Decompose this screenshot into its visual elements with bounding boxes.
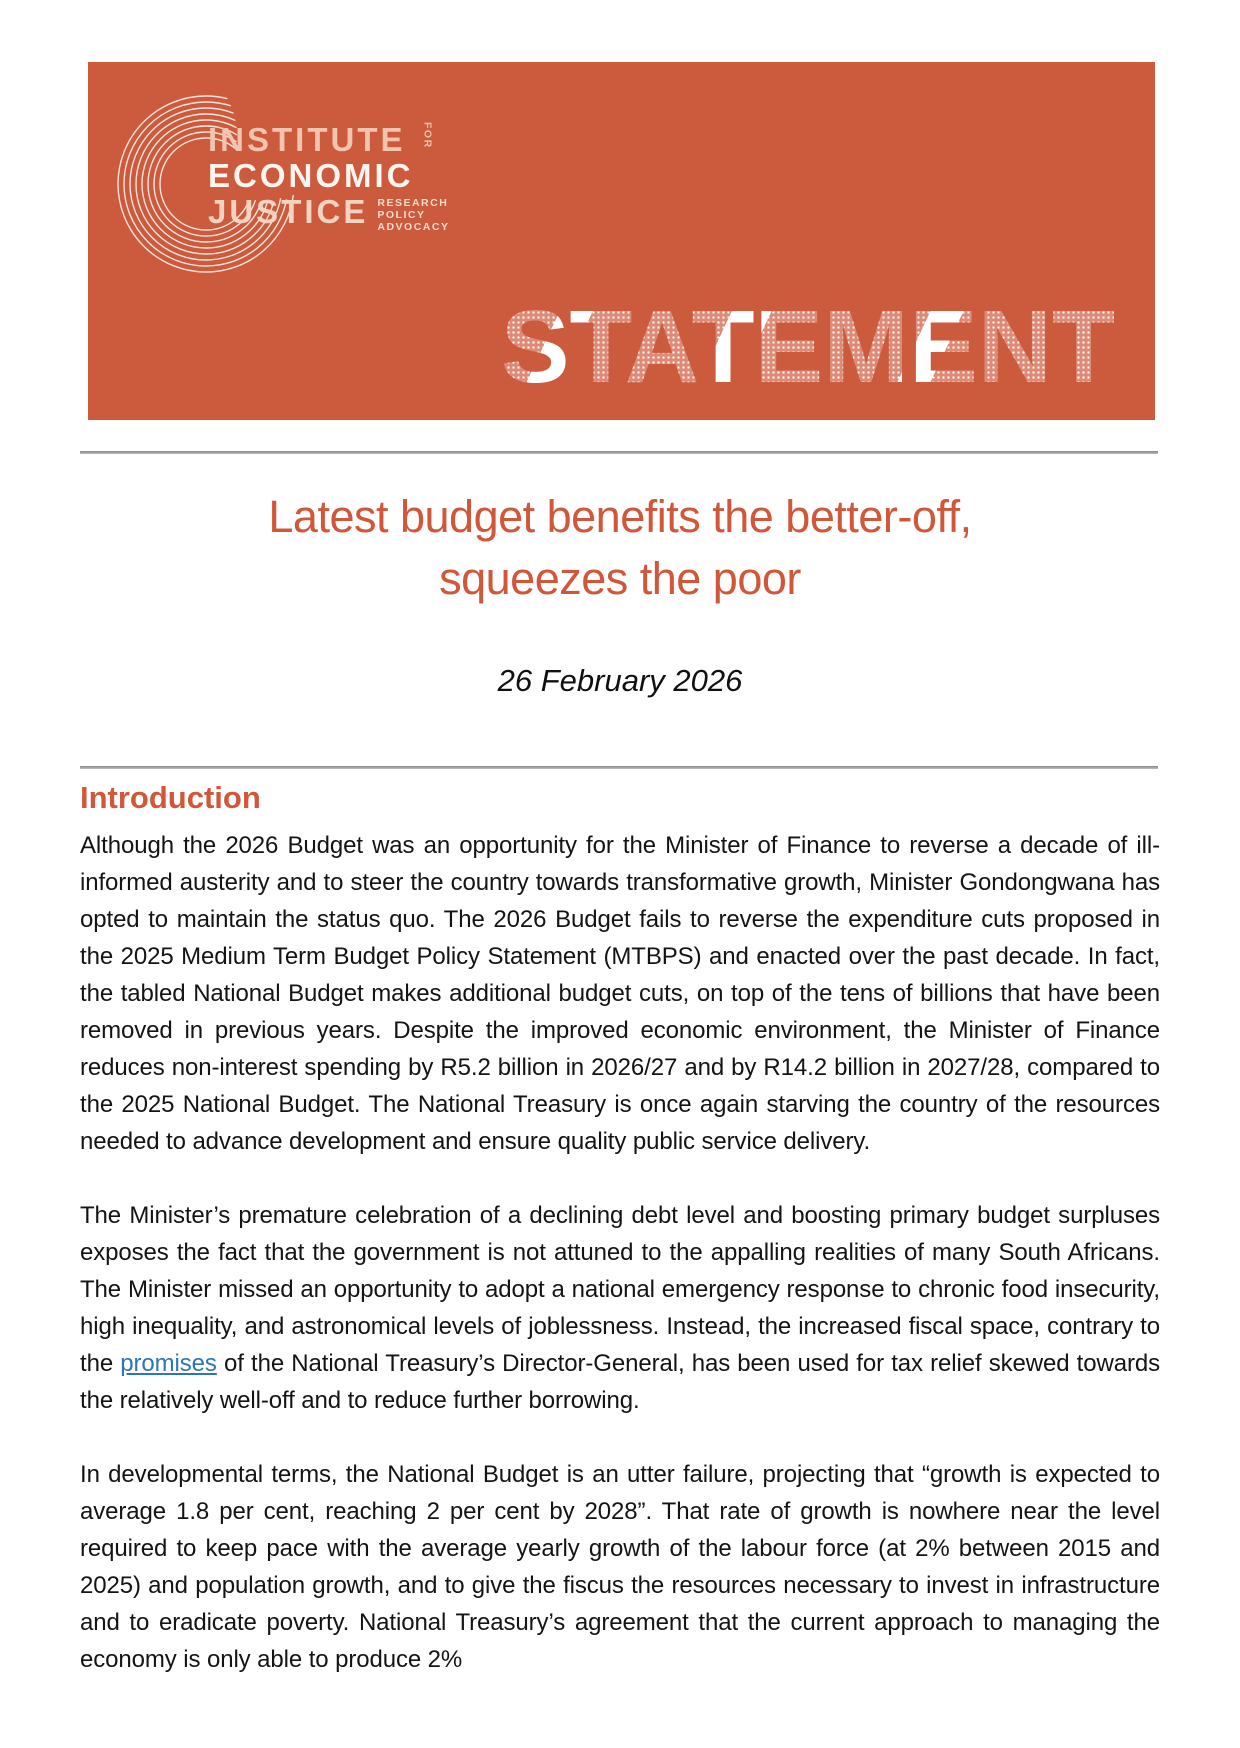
document-title-line2: squeezes the poor [439,553,801,604]
document-title [80,486,1160,610]
intro-paragraph-2-before-link: The Minister’s premature celebration of a declining debt level and boosting primary budget surpluses exposes the fact that the government is not attuned to the appalling realities of many South Africans. The Minister missed an opportunity to adopt a national emergency response to chronic food insecurity, high inequality, and astronomical levels of joblessness. Instead, the increased fiscal space, contrary to the [80,1202,1160,1377]
intro-paragraph-2 [80,1197,1160,1419]
logo-line-institute [208,122,449,158]
logo-tagline-advocacy: ADVOCACY [377,221,450,233]
logo-word-economic: ECONOMIC [208,157,414,194]
logo-word-for: FOR [421,122,434,149]
logo-tagline-research: RESEARCH [377,197,449,209]
divider-below-banner [80,451,1158,454]
intro-paragraph-1: Although the 2026 Budget was an opportunity for the Minister of Finance to reverse a decade of ill-informed austerity and to steer the country towards transformative growth, Minister Gondongwana has opted to maintain the status quo. The 2026 Budget fails to reverse the expenditure cuts proposed in the 2025 Medium Term Budget Policy Statement (MTBPS) and enacted over the past decade. In fact, the tabled National Budget makes additional budget cuts, on top of the tens of billions that have been removed in previous years. Despite the improved economic environment, the Minister of Finance reduces non-interest spending by R5.2 billion in 2026/27 and by R14.2 billion in 2027/28, compared to the 2025 National Budget. The National Treasury is once again starving the country of the resources needed to advance development and ensure quality public service delivery. [80,832,1160,1155]
logo-tagline-policy: POLICY [377,209,426,221]
statement-wordmark: STATEMENT [500,289,1115,404]
iej-logo-wordmark [208,122,449,233]
section-heading-introduction: Introduction [80,780,261,815]
logo-word-justice: JUSTICE [208,193,369,230]
intro-paragraph-2-after-link: of the National Treasury’s Director-General, has been used for tax relief skewed towards the relatively well-off and to reduce further borrowing. [80,1350,1160,1414]
logo-word-institute: INSTITUTE [208,121,406,158]
divider-above-introduction [80,766,1158,769]
promises-link[interactable]: promises [120,1350,217,1377]
document-body [80,780,1160,1715]
intro-paragraph-3: In developmental terms, the National Budget is an utter failure, projecting that “growth is expected to average 1.8 per cent, reaching 2 per cent by 2028”. That rate of growth is nowhere near the level required to keep pace with the average yearly growth of the labour force (at 2% between 2015 and 2025) and population growth, and to give the fiscus the resources necessary to invest in infrastructure and to eradicate poverty. National Treasury’s agreement that the current approach to managing the economy is only able to produce 2% [80,1461,1160,1673]
iej-logo [112,86,492,306]
document-title-line1: Latest budget benefits the better-off, [268,491,972,542]
document-date: 26 February 2026 [497,663,743,698]
statement-banner [88,62,1155,420]
logo-tagline [377,194,449,233]
